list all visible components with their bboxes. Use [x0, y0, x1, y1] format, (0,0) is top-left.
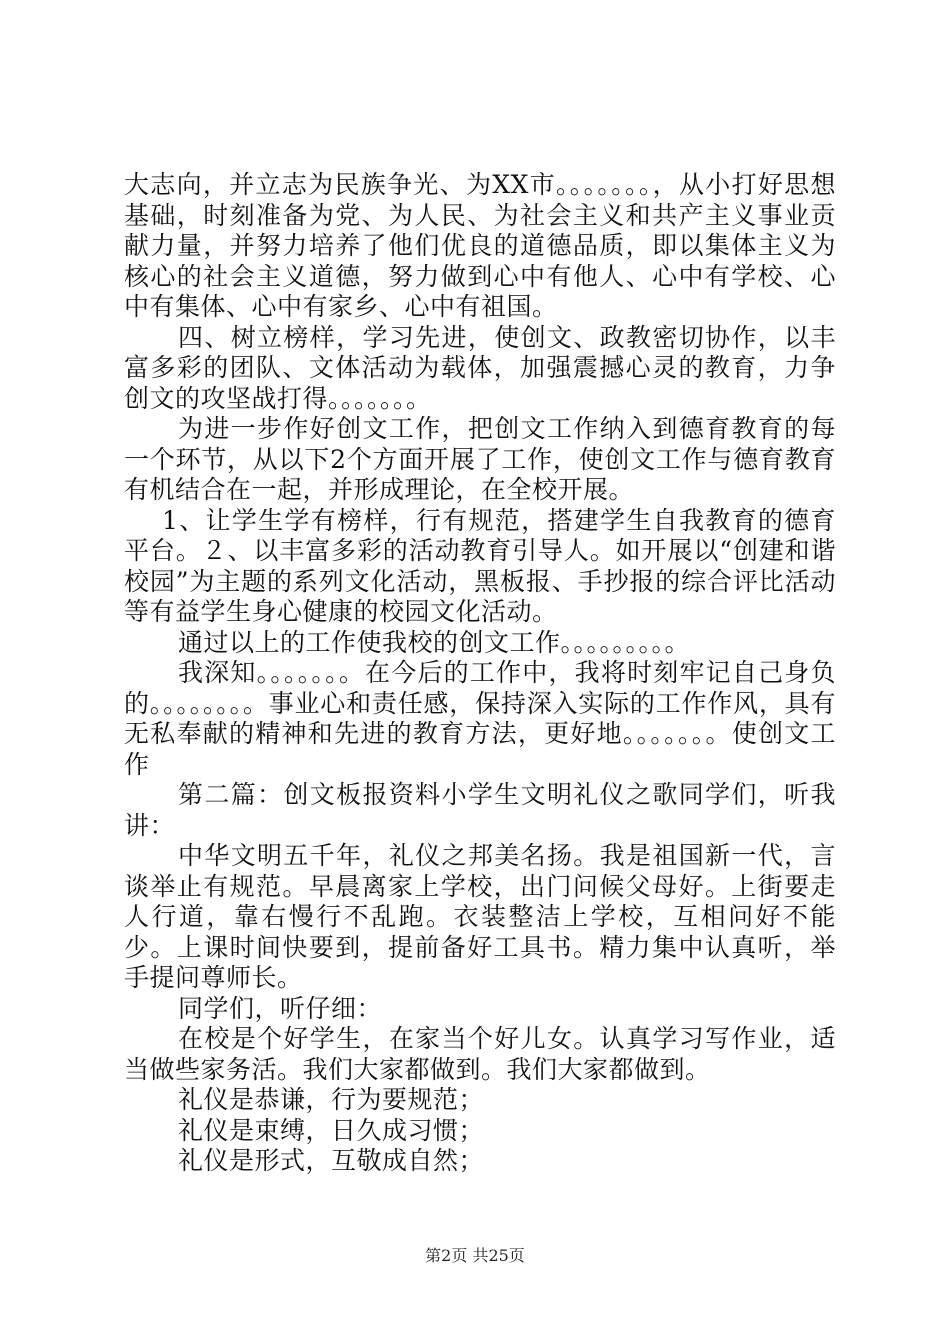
paragraph-1: 大志向，并立志为民族争光、为XX市。。。。。。。，从小打好思想基础，时刻准备为党、为人民、为社会主义和共产主义事业贡献力量，并努力培养了他们优良的道德品质，即以集体主义为核心的社会主义道德，努力做到心中有他人、心中有学校、心中有集体、心中有家乡、心中有祖国。: [124, 170, 836, 321]
paragraph-4: 1、让学生学有榜样，行有规范，搭建学生自我教育的德育平台。２、以丰富多彩的活动教育引导人。如开展以“创建和谐校园”为主题的系列文化活动，黑板报、手抄报的综合评比活动等有益学生身心健康的校园文化活动。: [124, 505, 836, 626]
paragraph-5: 通过以上的工作使我校的创文工作。。。。。。。。。: [178, 627, 691, 657]
paragraph-3: 为进一步作好创文工作，把创文工作纳入到德育教育的每一个环节，从以下2个方面开展了工作，使创文工作与德育教育有机结合在一起，并形成理论，在全校开展。: [124, 414, 836, 504]
paragraph-8: 同学们，听仔细：: [178, 993, 383, 1023]
verse-line-1: 礼仪是恭谦，行为要规范；: [178, 1085, 485, 1114]
page-footer: 第2页 共25页: [425, 1246, 525, 1265]
paragraph-9: 在校是个好学生，在家当个好儿女。认真学习写作业，适当做些家务活。我们大家都做到。我们大家都做到。: [124, 1024, 836, 1084]
paragraph-6: 我深知。。。。。。。在今后的工作中，我将时刻牢记自己身负的。。。。。。。。事业心和责任感，保持深入实际的工作作风，具有无私奉献的精神和先进的教育方法，更好地。。。。。。。使创文工作: [124, 658, 836, 779]
paragraph-7: 中华文明五千年，礼仪之邦美名扬。我是祖国新一代，言谈举止有规范。早晨离家上学校，出门问候父母好。上街要走人行道，靠右慢行不乱跑。衣装整洁上学校，互相问好不能少。上课时间快要到，提前备好工具书。精力集中认真听，举手提问尊师长。: [124, 841, 836, 992]
verse-line-2: 礼仪是束缚，日久成习惯；: [178, 1115, 485, 1145]
verse-line-3: 礼仪是形式，互敬成自然；: [178, 1146, 485, 1175]
document-body: [124, 170, 836, 1177]
section-heading-second: 第二篇：创文板报资料小学生文明礼仪之歌同学们，听我讲：: [124, 780, 836, 840]
paragraph-2: 四、树立榜样，学习先进，使创文、政教密切协作，以丰富多彩的团队、文体活动为载体，加强震撼心灵的教育，力争创文的攻坚战打得。。。。。。。: [124, 322, 836, 413]
